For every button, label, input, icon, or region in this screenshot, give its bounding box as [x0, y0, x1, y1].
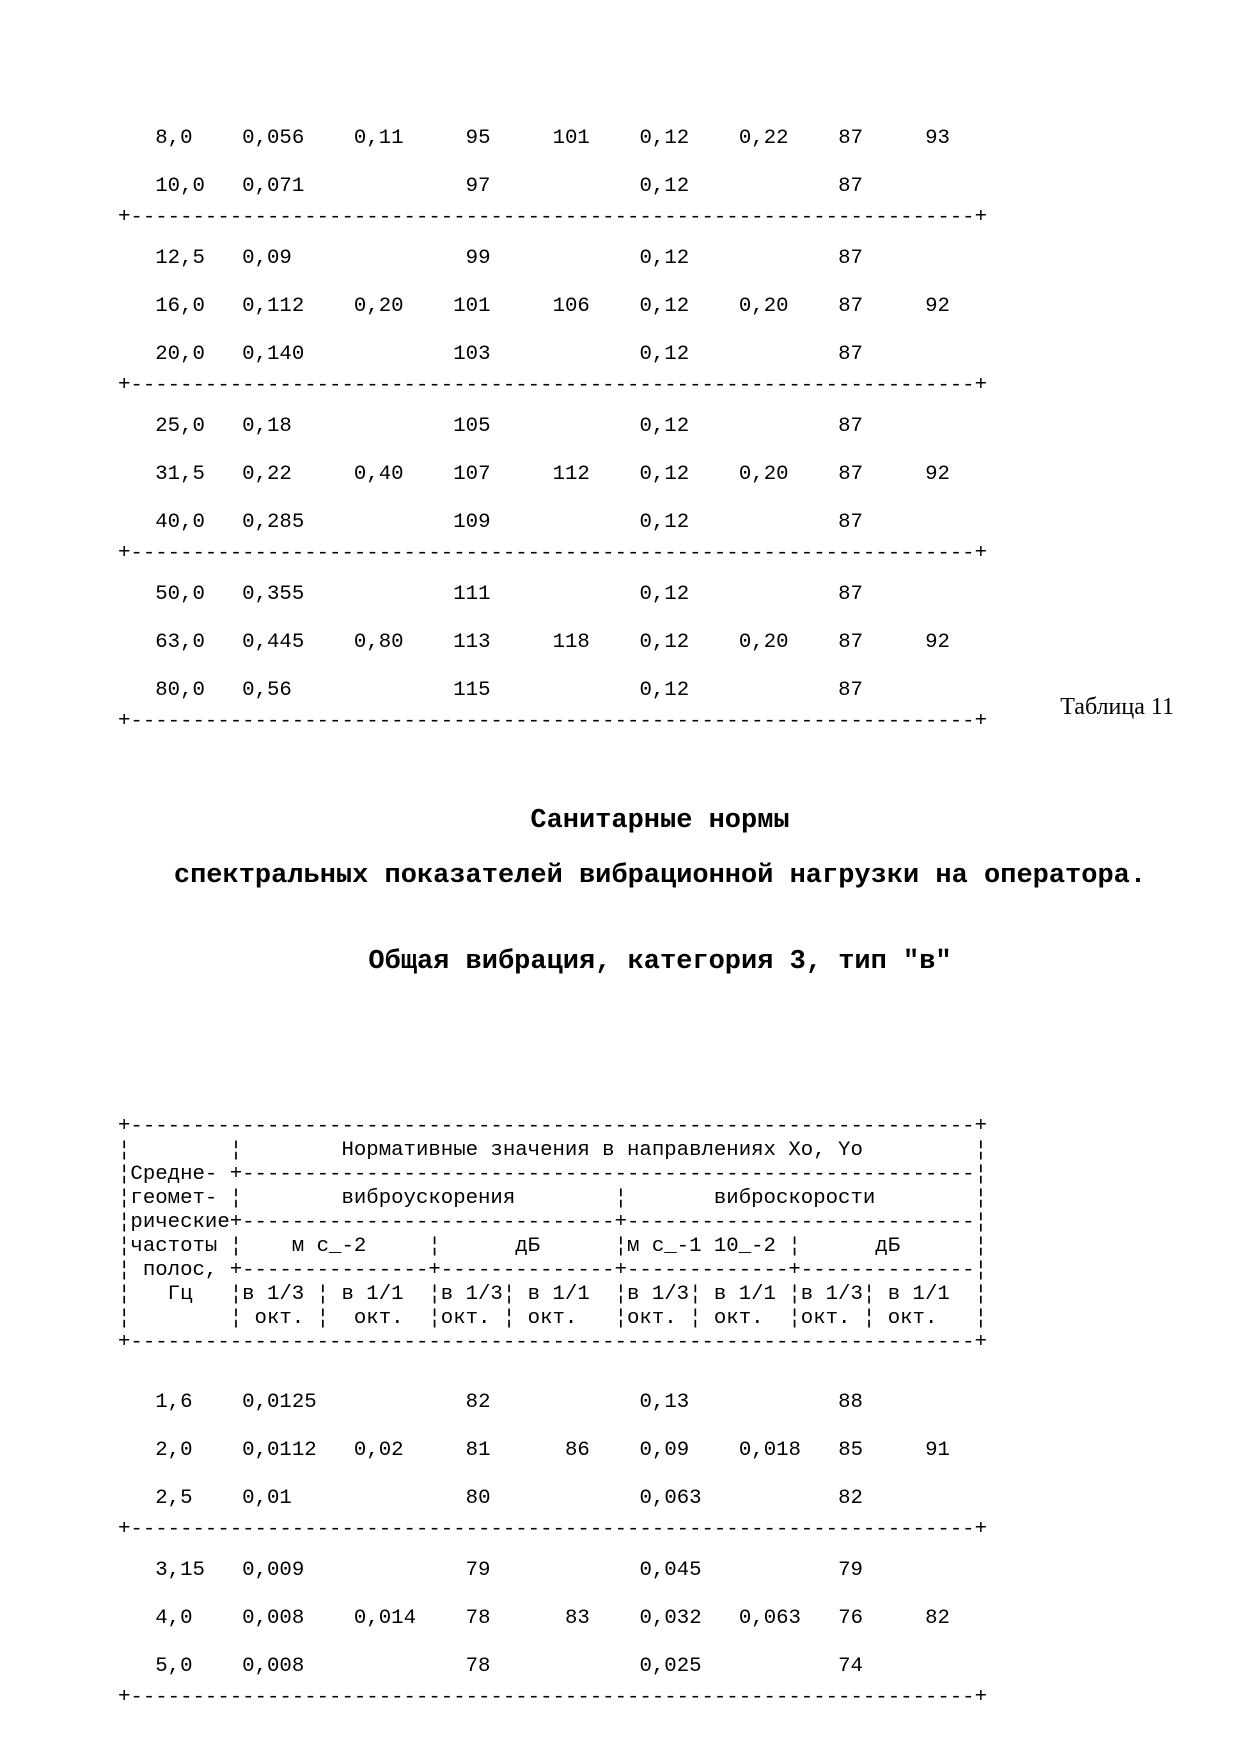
table-cell: 0,285 — [242, 511, 305, 534]
table-cell: 112 — [552, 463, 590, 486]
table-row — [118, 1547, 987, 1595]
table-cell: 97 — [465, 175, 491, 198]
header-line: ¦рические+------------------------------+----------------------------¦ — [118, 1211, 988, 1234]
table-cell: 0,22 — [242, 463, 292, 486]
table-cell: 0,01 — [242, 1487, 292, 1510]
table-cell: 101 — [453, 295, 491, 318]
table-row — [118, 331, 987, 379]
table-cell: 0,032 — [639, 1607, 702, 1630]
table11-header — [118, 1115, 987, 1355]
table-cell: 92 — [925, 463, 950, 486]
table-row — [118, 283, 987, 331]
table-cell: 87 — [838, 175, 863, 198]
table-row — [118, 235, 987, 283]
table11-body — [118, 1379, 987, 1715]
table-cell: 0,13 — [639, 1391, 690, 1414]
table-cell: 87 — [838, 295, 864, 318]
table-row — [118, 451, 987, 499]
table-cell: 0,0112 — [242, 1439, 317, 1462]
header-line: ¦геомет- ¦ виброускорения ¦ виброскорости ¦ — [118, 1187, 988, 1210]
table-cell: 40,0 — [155, 511, 205, 534]
table-cell: 63,0 — [155, 631, 205, 654]
table-cell: 92 — [925, 295, 950, 318]
table-cell: 0,12 — [639, 127, 690, 150]
table-cell: 10,0 — [155, 175, 205, 198]
table-cell: 0,018 — [738, 1439, 801, 1462]
table-cell: 87 — [838, 679, 863, 702]
table-cell: 76 — [838, 1607, 864, 1630]
table-cell: 0,18 — [242, 415, 292, 438]
table-title-line-2: спектральных показателей вибрационной нагрузки на оператора. — [173, 861, 1147, 891]
table-cell: 87 — [838, 511, 863, 534]
table-cell: 0,56 — [242, 679, 292, 702]
table-cell: 0,12 — [639, 463, 690, 486]
table-cell: 0,12 — [639, 631, 690, 654]
table-cell: 0,045 — [639, 1559, 702, 1582]
table10-continuation — [118, 115, 987, 739]
table-cell: 0,009 — [242, 1559, 305, 1582]
table-cell: 20,0 — [155, 343, 205, 366]
table-cell: 2,5 — [155, 1487, 193, 1510]
table-cell: 118 — [552, 631, 590, 654]
table-cell: 0,80 — [353, 631, 404, 654]
table-row — [118, 619, 987, 667]
table-divider: +--------------------------------------------------------------------+ — [118, 542, 988, 565]
table-cell: 0,20 — [738, 463, 789, 486]
table-row — [118, 667, 987, 715]
table-row — [118, 571, 987, 619]
table-cell: 0,071 — [242, 175, 305, 198]
table-cell: 0,063 — [738, 1607, 801, 1630]
table-cell: 0,20 — [738, 295, 789, 318]
table-cell: 99 — [465, 247, 491, 270]
table-cell: 87 — [838, 415, 863, 438]
header-line: ¦ Гц ¦в 1/3 ¦ в 1/1 ¦в 1/3¦ в 1/1 ¦в 1/3¦ в 1/1 ¦в 1/3¦ в 1/1 ¦ — [118, 1283, 988, 1306]
table-cell: 93 — [925, 127, 950, 150]
table-cell: 111 — [453, 583, 491, 606]
table-cell: 80 — [465, 1487, 491, 1510]
table-row — [118, 499, 987, 547]
table-cell: 88 — [838, 1391, 863, 1414]
table-row — [118, 115, 987, 163]
table-cell: 82 — [465, 1391, 491, 1414]
table-row — [118, 1643, 987, 1691]
table-cell: 0,112 — [242, 295, 305, 318]
table-cell: 91 — [925, 1439, 950, 1462]
table-cell: 0,09 — [639, 1439, 690, 1462]
table-cell: 0,056 — [242, 127, 305, 150]
table-cell: 0,0125 — [242, 1391, 317, 1414]
table-row — [118, 403, 987, 451]
header-line: ¦ ¦ окт. ¦ окт. ¦окт. ¦ окт. ¦окт. ¦ окт. ¦окт. ¦ окт. ¦ — [118, 1307, 988, 1330]
table-cell: 105 — [453, 415, 491, 438]
table-cell: 92 — [925, 631, 950, 654]
table-divider: +--------------------------------------------------------------------+ — [118, 1115, 988, 1138]
table-cell: 115 — [453, 679, 491, 702]
table-cell: 2,0 — [155, 1439, 193, 1462]
header-line: ¦Средне- +-----------------------------------------------------------¦ — [118, 1163, 988, 1186]
table-divider: +--------------------------------------------------------------------+ — [118, 1686, 988, 1709]
table-cell: 0,12 — [639, 415, 690, 438]
table-cell: 0,140 — [242, 343, 305, 366]
table-cell: 0,12 — [639, 247, 690, 270]
table-cell: 79 — [838, 1559, 863, 1582]
table-title-line-1: Санитарные нормы — [530, 806, 790, 836]
table-cell: 0,12 — [639, 583, 690, 606]
table-cell: 82 — [838, 1487, 863, 1510]
table-cell: 0,025 — [639, 1655, 702, 1678]
header-line: ¦ полос, +---------------+--------------+-------------+--------------¦ — [118, 1259, 988, 1282]
table-cell: 106 — [552, 295, 590, 318]
table-cell: 74 — [838, 1655, 863, 1678]
table-cell: 83 — [565, 1607, 590, 1630]
table-divider: +--------------------------------------------------------------------+ — [118, 1331, 988, 1354]
table-cell: 78 — [465, 1655, 491, 1678]
table-cell: 0,008 — [242, 1607, 305, 1630]
table-cell: 0,12 — [639, 679, 690, 702]
table-divider: +--------------------------------------------------------------------+ — [118, 374, 988, 397]
table-cell: 0,11 — [353, 127, 404, 150]
table-cell: 4,0 — [155, 1607, 193, 1630]
table-cell: 87 — [838, 343, 863, 366]
table-divider: +--------------------------------------------------------------------+ — [118, 206, 988, 229]
table-row — [118, 163, 987, 211]
table-cell: 0,40 — [353, 463, 404, 486]
table-number-label: Таблица 11 — [1060, 694, 1174, 720]
table-cell: 5,0 — [155, 1655, 193, 1678]
table-cell: 87 — [838, 127, 864, 150]
table-cell: 80,0 — [155, 679, 205, 702]
table-cell: 0,445 — [242, 631, 305, 654]
table-cell: 86 — [565, 1439, 590, 1462]
table-row — [118, 1379, 987, 1427]
table-cell: 31,5 — [155, 463, 205, 486]
table-divider: +--------------------------------------------------------------------+ — [118, 1518, 988, 1541]
table-cell: 81 — [465, 1439, 491, 1462]
table-cell: 8,0 — [155, 127, 193, 150]
table-cell: 0,12 — [639, 295, 690, 318]
table-cell: 109 — [453, 511, 491, 534]
header-line: ¦частоты ¦ м с_-2 ¦ дБ ¦м с_-1 10_-2 ¦ дБ ¦ — [118, 1235, 988, 1258]
table-cell: 0,355 — [242, 583, 305, 606]
table-cell: 87 — [838, 631, 864, 654]
table-cell: 113 — [453, 631, 491, 654]
table-cell: 79 — [465, 1559, 491, 1582]
table-row — [118, 1595, 987, 1643]
table-cell: 12,5 — [155, 247, 205, 270]
table-divider: +--------------------------------------------------------------------+ — [118, 710, 988, 733]
table-cell: 103 — [453, 343, 491, 366]
table-cell: 0,014 — [353, 1607, 416, 1630]
table-cell: 87 — [838, 583, 863, 606]
table-cell: 0,12 — [639, 343, 690, 366]
table-cell: 0,063 — [639, 1487, 702, 1510]
header-line: ¦ ¦ Нормативные значения в направлениях Xo, Yo ¦ — [118, 1139, 988, 1162]
table-cell: 1,6 — [155, 1391, 193, 1414]
table-cell: 0,20 — [353, 295, 404, 318]
table-cell: 95 — [465, 127, 491, 150]
table-row — [118, 1475, 987, 1523]
table-cell: 85 — [838, 1439, 864, 1462]
table-title-line-3: Общая вибрация, категория 3, тип "в" — [368, 947, 952, 977]
table-cell: 25,0 — [155, 415, 205, 438]
table-cell: 107 — [453, 463, 491, 486]
table-cell: 0,20 — [738, 631, 789, 654]
table-cell: 87 — [838, 247, 863, 270]
table-cell: 87 — [838, 463, 864, 486]
table-cell: 3,15 — [155, 1559, 205, 1582]
table-cell: 16,0 — [155, 295, 205, 318]
table-row — [118, 1427, 987, 1475]
table-cell: 101 — [552, 127, 590, 150]
table-cell: 0,22 — [738, 127, 789, 150]
table-cell: 0,12 — [639, 175, 690, 198]
table-cell: 50,0 — [155, 583, 205, 606]
table-cell: 0,008 — [242, 1655, 305, 1678]
table-cell: 0,12 — [639, 511, 690, 534]
table-cell: 0,09 — [242, 247, 292, 270]
table-cell: 82 — [925, 1607, 950, 1630]
table-cell: 0,02 — [353, 1439, 404, 1462]
table-cell: 78 — [465, 1607, 491, 1630]
